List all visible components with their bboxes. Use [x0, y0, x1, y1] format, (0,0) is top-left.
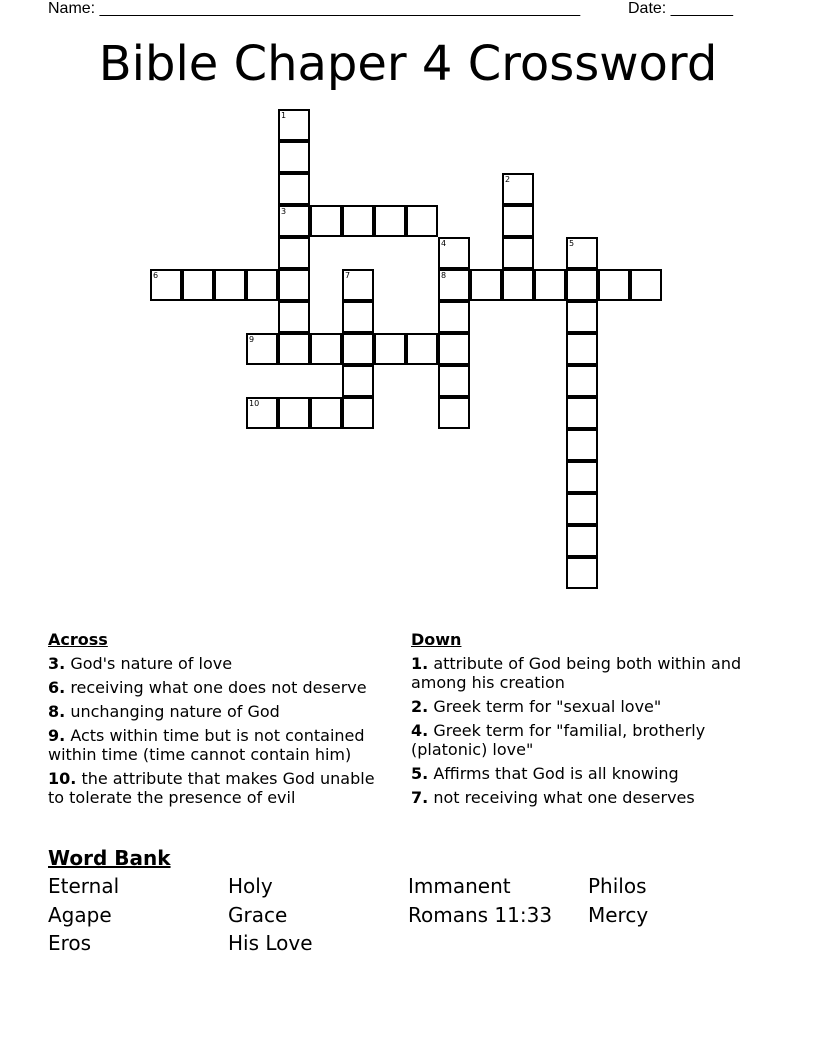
word-bank-item: Immanent [408, 874, 511, 898]
across-clue [48, 654, 388, 673]
clue-number: 8. [48, 702, 66, 721]
word-bank-item: Eros [48, 931, 92, 955]
clue-text: Greek term for "familial, brotherly (platonic) love" [411, 721, 706, 759]
word-bank-item: Agape [48, 902, 112, 927]
across-heading: Across [48, 630, 108, 649]
clue-text: unchanging nature of God [70, 702, 280, 721]
clue-number: 3. [48, 654, 66, 673]
crossword-cell[interactable] [438, 333, 470, 365]
crossword-cell[interactable] [406, 333, 438, 365]
crossword-cell[interactable] [502, 237, 534, 269]
crossword-cell[interactable] [566, 397, 598, 429]
crossword-cell[interactable] [278, 333, 310, 365]
down-clue [411, 788, 756, 807]
down-clue [411, 721, 756, 759]
crossword-cell[interactable] [182, 269, 214, 301]
crossword-cell[interactable] [566, 365, 598, 397]
crossword-cell[interactable] [566, 269, 598, 301]
clue-number: 6. [48, 678, 66, 697]
crossword-cell[interactable] [566, 429, 598, 461]
word-bank-item: Philos [588, 874, 647, 898]
clue-number-label: 3 [281, 207, 287, 216]
clue-number: 1. [411, 654, 429, 673]
clue-text: the attribute that makes God unable to tolerate the presence of evil [48, 769, 375, 807]
crossword-cell[interactable] [566, 557, 598, 589]
crossword-cell[interactable] [406, 205, 438, 237]
word-bank-item: Eternal [48, 874, 120, 898]
word-bank-item: Mercy [588, 902, 649, 927]
crossword-cell[interactable] [342, 269, 374, 301]
word-bank-title: Word Bank [48, 846, 171, 870]
crossword-cell[interactable] [438, 397, 470, 429]
clue-text: attribute of God being both within and among his creation [411, 654, 742, 692]
crossword-cell[interactable] [438, 301, 470, 333]
word-bank [48, 874, 768, 956]
crossword-cell[interactable] [566, 237, 598, 269]
clue-text: Affirms that God is all knowing [433, 764, 679, 783]
crossword-cell[interactable] [150, 269, 182, 301]
down-clue [411, 654, 756, 692]
crossword-cell[interactable] [214, 269, 246, 301]
crossword-cell[interactable] [374, 333, 406, 365]
clue-text: Acts within time but is not contained within time (time cannot contain him) [48, 726, 365, 764]
crossword-cell[interactable] [502, 205, 534, 237]
clue-text: Greek term for "sexual love" [433, 697, 662, 716]
crossword-cell[interactable] [278, 397, 310, 429]
clue-number-label: 1 [281, 111, 287, 120]
crossword-cell[interactable] [598, 269, 630, 301]
across-clue [48, 769, 388, 807]
clue-number-label: 5 [569, 239, 575, 248]
clue-number: 9. [48, 726, 66, 745]
clue-text: God's nature of love [70, 654, 233, 673]
clue-text: not receiving what one deserves [433, 788, 695, 807]
name-field-label: Name: ______________________________________________________ [48, 0, 581, 17]
crossword-cell[interactable] [566, 333, 598, 365]
crossword-cell[interactable] [502, 269, 534, 301]
crossword-cell[interactable] [246, 269, 278, 301]
down-heading: Down [411, 630, 462, 649]
clue-number: 5. [411, 764, 429, 783]
crossword-cell[interactable] [374, 205, 406, 237]
crossword-cell[interactable] [246, 397, 278, 429]
clue-number-label: 6 [153, 271, 159, 280]
page-title: Bible Chaper 4 Crossword [98, 36, 718, 92]
crossword-cell[interactable] [342, 397, 374, 429]
word-bank-item: His Love [228, 931, 313, 955]
word-bank-item: Holy [228, 874, 273, 898]
clue-number: 7. [411, 788, 429, 807]
crossword-cell[interactable] [342, 333, 374, 365]
across-clue [48, 678, 388, 697]
crossword-cell[interactable] [566, 461, 598, 493]
crossword-cell[interactable] [278, 109, 310, 141]
crossword-cell[interactable] [438, 269, 470, 301]
crossword-cell[interactable] [278, 237, 310, 269]
date-field-label: Date: _______ [628, 0, 733, 17]
crossword-cell[interactable] [534, 269, 566, 301]
crossword-cell[interactable] [278, 173, 310, 205]
clue-number-label: 4 [441, 239, 447, 248]
across-clue [48, 726, 388, 764]
crossword-cell[interactable] [278, 205, 310, 237]
crossword-cell[interactable] [278, 269, 310, 301]
clue-number: 4. [411, 721, 429, 740]
crossword-cell[interactable] [502, 173, 534, 205]
crossword-cell[interactable] [310, 205, 342, 237]
crossword-cell[interactable] [246, 333, 278, 365]
crossword-cell[interactable] [342, 205, 374, 237]
clue-number-label: 8 [441, 271, 447, 280]
clue-text: receiving what one does not deserve [70, 678, 367, 697]
word-bank-item: Grace [228, 902, 288, 927]
clue-number-label: 9 [249, 335, 255, 344]
crossword-cell[interactable] [438, 237, 470, 269]
clue-number-label: 10 [249, 399, 260, 408]
clue-number-label: 2 [505, 175, 511, 184]
clue-number-label: 7 [345, 271, 351, 280]
word-bank-item: Romans 11:33 [408, 902, 553, 927]
crossword-cell[interactable] [342, 365, 374, 397]
crossword-cell[interactable] [566, 525, 598, 557]
down-clue [411, 697, 756, 716]
crossword-cell[interactable] [438, 365, 470, 397]
down-clue [411, 764, 756, 783]
across-clue [48, 702, 388, 721]
crossword-cell[interactable] [278, 141, 310, 173]
clue-number: 2. [411, 697, 429, 716]
crossword-cell[interactable] [470, 269, 502, 301]
crossword-cell[interactable] [630, 269, 662, 301]
down-clues [411, 630, 756, 812]
crossword-cell[interactable] [566, 493, 598, 525]
crossword-cell[interactable] [310, 397, 342, 429]
crossword-cell[interactable] [566, 301, 598, 333]
clue-number: 10. [48, 769, 77, 788]
crossword-cell[interactable] [278, 301, 310, 333]
crossword-cell[interactable] [310, 333, 342, 365]
across-clues [48, 630, 388, 812]
crossword-cell[interactable] [342, 301, 374, 333]
